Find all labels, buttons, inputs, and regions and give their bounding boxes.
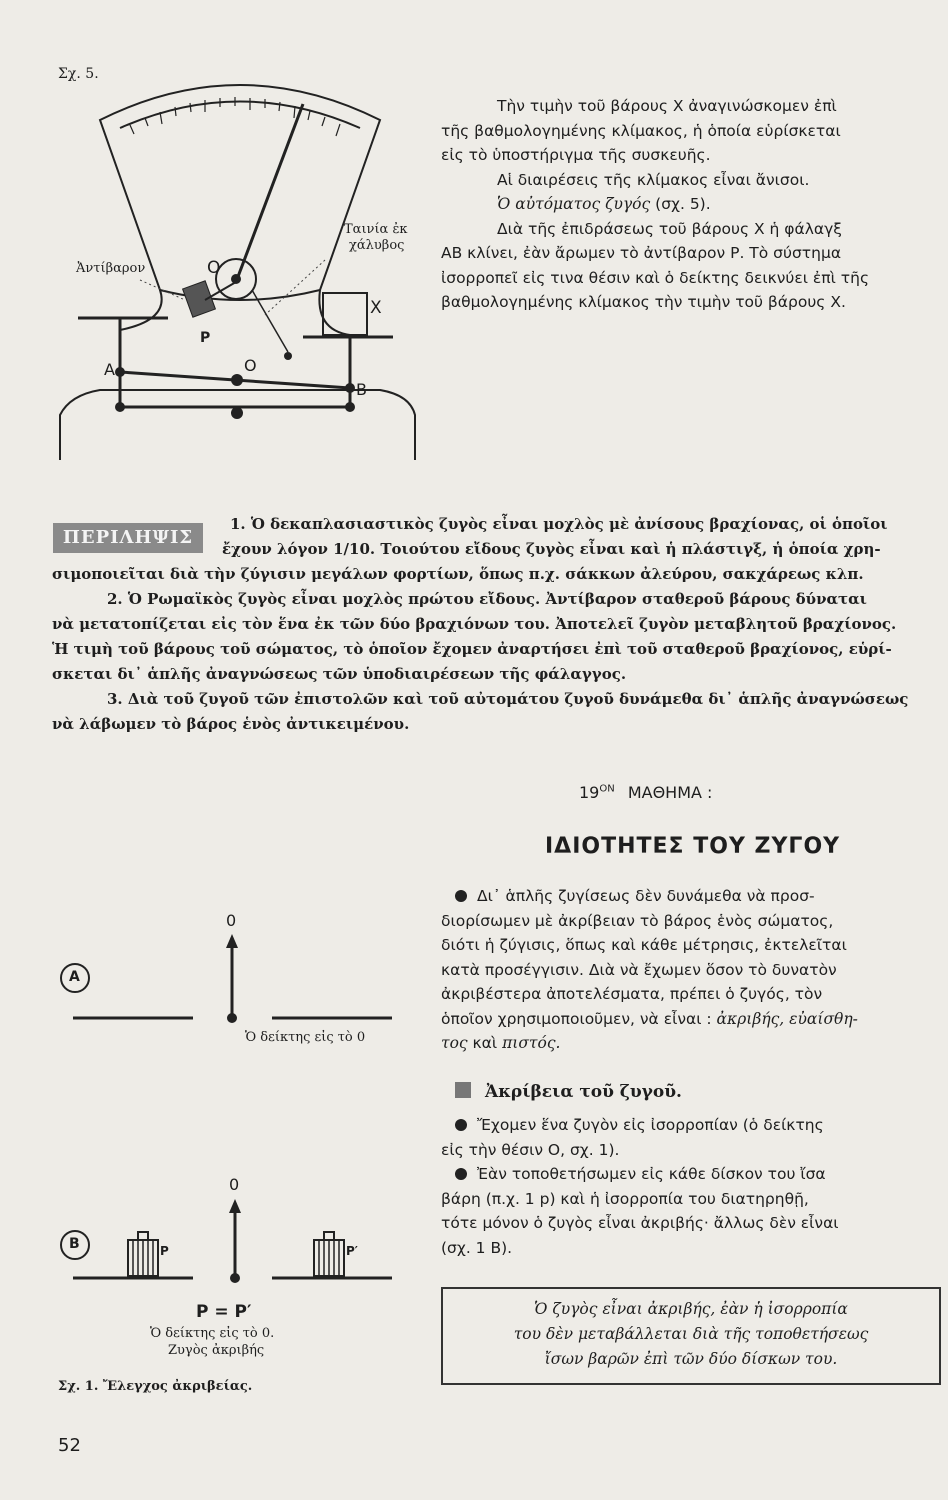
label-counterweight: Ἀντίβαρον (76, 261, 146, 276)
label-O-top: O (207, 258, 221, 278)
lesson-intro-line: κατὰ προσέγγισιν. Διὰ νὰ ἔχωμεν ὅσον τὸ δυνατὸν (441, 960, 837, 979)
lesson-word: ΜΑΘΗΜΑ : (627, 783, 713, 802)
section-marker-icon (455, 1082, 471, 1098)
auto-scale-heading (441, 192, 944, 217)
accuracy-b1-line1 (441, 1113, 944, 1138)
rule-line: του δὲν μεταβάλλεται διὰ τῆς τοποθετήσεως (513, 1325, 869, 1343)
label-B: B (356, 380, 367, 399)
figure1-weight-right-label: P′ (346, 1244, 358, 1258)
section-accuracy-heading (455, 1082, 682, 1102)
accuracy-b2-line1 (441, 1162, 944, 1187)
accuracy-b1-line2: εἰς τὴν θέσιν Ο, σχ. 1). (441, 1140, 620, 1159)
accuracy-b2-line: τότε μόνον ὁ ζυγὸς εἶναι ἀκριβής· ἄλλως δὲν εἶναι (441, 1214, 839, 1232)
auto-line: ΑΒ κλίνει, ἐὰν ἄρωμεν τὸ ἀντίβαρον Ρ. Τὸ σύστημα (441, 244, 842, 262)
lesson-intro-qualities (441, 1007, 944, 1032)
figure1-pointer-B: Ὁ δείκτης εἰς τὸ 0. (150, 1326, 275, 1341)
figure1-zero-A: 0 (226, 911, 237, 930)
weight-right-icon (314, 1232, 344, 1276)
intro-line: Τὴν τιμὴν τοῦ βάρους Χ ἀναγινώσκομεν ἐπὶ (497, 97, 837, 115)
intro-line: τῆς βαθμολογημένης κλίμακος, ἡ ὁποία εὑρίσκεται (441, 121, 841, 140)
lesson-number (579, 783, 712, 802)
auto-line: Διὰ τῆς ἐπιδράσεως τοῦ βάρους Χ ἡ φάλαγξ (497, 219, 842, 238)
auto-scale-ref: (σχ. 5). (655, 195, 711, 213)
summary-p3-line: νὰ λάβωμεν τὸ βάρος ἑνὸς ἀντικειμένου. (52, 715, 410, 733)
summary-p1-line1: 1. Ὁ δεκαπλασιαστικὸς ζυγὸς εἶναι μοχλὸς μὲ ἀνίσους βραχίονας, οἱ ὁποῖοι (230, 515, 888, 533)
label-P: P (200, 330, 211, 346)
auto-line: ἰσορροπεῖ εἰς τινα θέσιν καὶ ὁ δείκτης δεικνύει ἐπὶ τῆς (441, 268, 870, 287)
lesson-intro-line: ἀκριβέστερα ἀποτελέσματα, πρέπει ὁ ζυγός, τὸν (441, 985, 823, 1003)
lesson-number-digits: 19 (579, 783, 600, 802)
lesson-intro-text: Δι᾽ ἁπλῆς ζυγίσεως δὲν δυνάμεθα νὰ προσ- (477, 887, 815, 905)
rule-text (443, 1297, 939, 1372)
summary-p2-line: 2. Ὁ Ρωμαϊκὸς ζυγὸς εἶναι μοχλὸς πρώτου εἴδους. Ἀντίβαρον σταθεροῦ βάρους δύναται (107, 590, 867, 608)
figure1-caption: Σχ. 1. Ἔλεγχος ἀκριβείας. (58, 1379, 253, 1394)
summary-p2-line: σκεται δι᾽ ἁπλῆς ἀναγνώσεως τῶν ὑποδιαιρέσεων τῆς φάλαγγος. (52, 665, 627, 683)
accuracy-b2-line: βάρη (π.χ. 1 p) καὶ ἡ ἰσορροπία του διατηρηθῇ, (441, 1189, 809, 1208)
quality-sensitive: εὐαίσθη- (789, 1009, 858, 1028)
section-accuracy-title: Ἀκρίβεια τοῦ ζυγοῦ. (485, 1082, 682, 1102)
figure1-equation: P = P′ (196, 1302, 252, 1322)
summary-p3-line: 3. Διὰ τοῦ ζυγοῦ τῶν ἐπιστολῶν καὶ τοῦ αὐτομάτου ζυγοῦ δυνάμεθα δι᾽ ἁπλῆς ἀναγνώσεως (107, 690, 909, 708)
lesson-body (441, 884, 944, 1056)
accuracy-b2-line: (σχ. 1 Β). (441, 1238, 513, 1257)
label-A: A (104, 360, 115, 379)
lesson-intro-text: ὁποῖον χρησιμοποιοῦμεν, νὰ εἶναι : (441, 1009, 712, 1028)
weight-left-icon (128, 1232, 158, 1276)
auto-scale-title: Ὁ αὐτόματος ζυγός (497, 195, 651, 213)
summary-p1-line2: ἔχουν λόγον 1/10. Τοιούτου εἴδους ζυγὸς εἶναι καὶ ἡ πλάστιγξ, ἡ ὁποία χρη- (222, 540, 881, 558)
lesson-title: ΙΔΙΟΤΗΤΕΣ ΤΟΥ ΖΥΓΟΥ (545, 834, 841, 859)
intro-line: εἰς τὸ ὑποστήριγμα τῆς συσκευῆς. (441, 146, 711, 164)
figure1-label-B: B (69, 1236, 80, 1252)
figure1-accuracy-test (0, 0, 440, 1400)
auto-line: βαθμολογημένης κλίμακος τὴν τιμὴν τοῦ βάρους Χ. (441, 293, 846, 311)
rule-box (441, 1287, 941, 1385)
summary-badge: ΠΕΡΙΛΗΨΙΣ (53, 523, 203, 553)
figure1-weight-left-label: P (160, 1244, 169, 1258)
intro-text (441, 94, 944, 315)
lesson-intro-line (441, 884, 944, 909)
rule-line: ἴσων βαρῶν ἐπὶ τῶν δύο δίσκων του. (544, 1350, 838, 1368)
quality-accurate: ἀκριβής, (716, 1009, 785, 1028)
quality-sensitive-end: τος (441, 1034, 468, 1052)
rule-line: Ὁ ζυγὸς εἶναι ἀκριβής, ἐὰν ἡ ἰσορροπία (534, 1300, 848, 1318)
and-word: καὶ (472, 1034, 498, 1052)
figure1-zero-B: 0 (229, 1175, 240, 1194)
summary-p1-line3: σιμοποιεῖται διὰ τὴν ζύγισιν μεγάλων φορτίων, ὅπως π.χ. σάκκων ἀλεύρου, σακχάρεως κλπ. (52, 565, 864, 583)
lesson-intro-line: διορίσωμεν μὲ ἀκρίβειαν τὸ βάρος ἑνὸς σώματος, (441, 911, 834, 930)
unequal-divisions: Αἱ διαιρέσεις τῆς κλίμακος εἶναι ἄνισοι. (497, 170, 810, 189)
summary-p2-line: Ἡ τιμὴ τοῦ βάρους τοῦ σώματος, τὸ ὁποῖον ἔχομεν ἀναρτήσει ἐπὶ τοῦ σταθεροῦ βραχίονος, εὑρί- (52, 640, 892, 658)
page-number: 52 (58, 1435, 81, 1456)
accuracy-b1-text: Ἔχομεν ἕνα ζυγὸν εἰς ἰσορροπίαν (ὁ δείκτης (477, 1116, 824, 1134)
lesson-number-suffix: ΟΝ (599, 783, 615, 795)
figure1-accurate: Ζυγὸς ἀκριβής (168, 1343, 265, 1358)
bullet-icon (455, 890, 467, 902)
quality-faithful: πιστός. (502, 1034, 561, 1052)
figure1-pointer-A: Ὁ δείκτης εἰς τὸ 0 (245, 1030, 366, 1045)
bullet-icon (455, 1119, 467, 1131)
label-O-mid: O (244, 356, 257, 375)
accuracy-body (441, 1113, 944, 1260)
bullet-icon (455, 1168, 467, 1180)
figure5-caption: Σχ. 5. (58, 66, 99, 82)
label-X: X (370, 298, 382, 318)
lesson-intro-line: διότι ἡ ζύγισις, ὅπως καὶ κάθε μέτρησις, ἐκτελεῖται (441, 936, 847, 954)
label-steel-tape-2: χάλυβος (349, 238, 405, 253)
summary-p2-line: νὰ μετατοπίζεται εἰς τὸν ἕνα ἐκ τῶν δύο βραχιόνων του. Ἀποτελεῖ ζυγὸν μεταβλητοῦ βραχίονος. (52, 615, 897, 633)
accuracy-b2-text: Ἐὰν τοποθετήσωμεν εἰς κάθε δίσκον του ἴσα (477, 1165, 826, 1183)
lesson-intro-qualities-2 (441, 1031, 944, 1056)
figure1-label-A: A (69, 969, 80, 985)
label-steel-tape: Ταινία ἐκ (344, 222, 408, 237)
